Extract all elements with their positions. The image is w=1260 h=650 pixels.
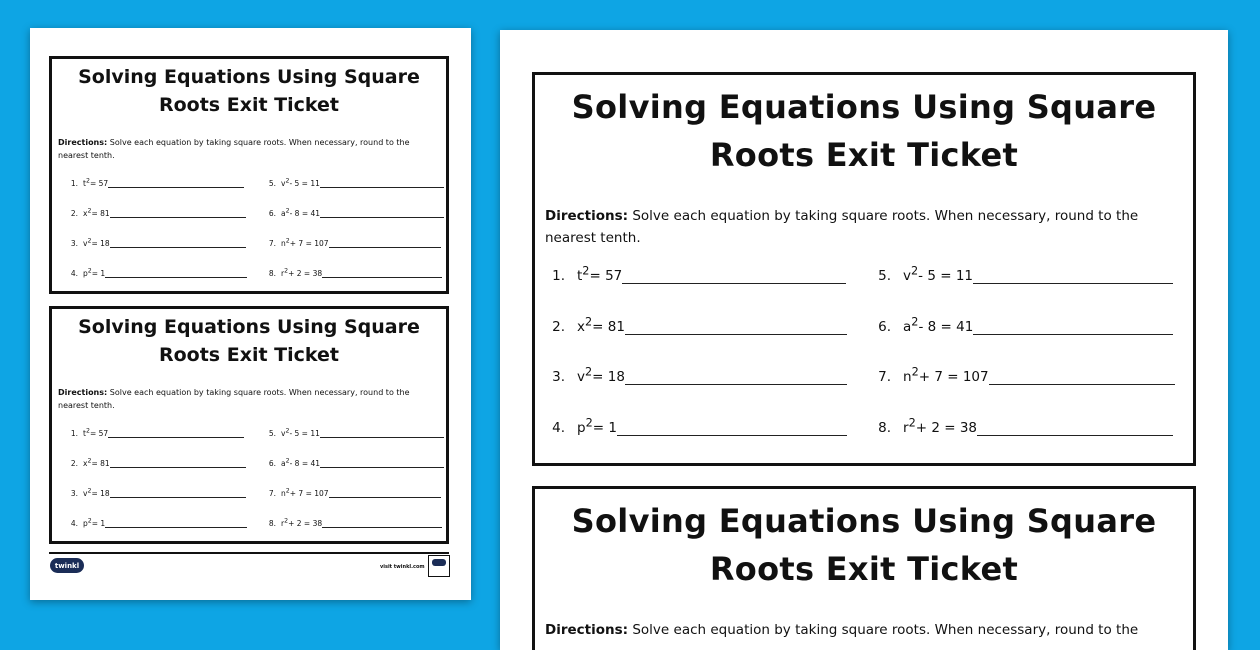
question-4: 4. $p^2= 1$ <box>64 269 247 278</box>
footer-divider <box>49 552 449 554</box>
question-2: 2. $x^2= 81$ <box>545 319 847 335</box>
question-8: 8. $r^2+ 2 = 38$ <box>262 519 442 528</box>
twinkl-logo-icon: twinkl <box>50 558 84 573</box>
answer-line[interactable] <box>977 421 1173 436</box>
question-2: 2. $x^2= 81$ <box>64 459 246 468</box>
question-2: 2. $x^2= 81$ <box>64 209 246 218</box>
directions: Directions: Solve each equation by taking square roots. When necessary, round to the nearest tenth. <box>545 208 1139 246</box>
question-5: 5. $v^2-$ 5 = 11 <box>262 179 444 188</box>
question-7: 7. $n^2+ 7 = 107$ <box>262 489 441 498</box>
directions: Directions: Solve each equation by taking square roots. When necessary, round to the nearest tenth. <box>58 138 410 160</box>
question-5: 5. $v^2-$ 5 = 11 <box>871 268 1173 284</box>
exit-ticket-top <box>49 56 449 294</box>
badge-icon <box>428 555 450 577</box>
question-5: 5. $v^2-$ 5 = 11 <box>262 429 444 438</box>
question-7: 7. $n^2+ 7 = 107$ <box>262 239 441 248</box>
answer-line[interactable] <box>322 519 442 528</box>
answer-line[interactable] <box>108 179 244 188</box>
answer-line[interactable] <box>625 320 847 335</box>
answer-line[interactable] <box>110 489 246 498</box>
question-1: 1. $t^2= 57$ <box>545 268 846 284</box>
answer-line[interactable] <box>329 489 441 498</box>
answer-line[interactable] <box>320 179 444 188</box>
question-8: 8. $r^2+ 2 = 38$ <box>871 420 1173 436</box>
answer-line[interactable] <box>105 269 247 278</box>
answer-line[interactable] <box>989 370 1175 385</box>
answer-line[interactable] <box>322 269 442 278</box>
answer-line[interactable] <box>320 209 444 218</box>
question-6: 6. $a^2-$ 8 = 41 <box>262 459 444 468</box>
worksheet-page-zoomed <box>500 30 1228 650</box>
answer-line[interactable] <box>110 239 246 248</box>
answer-line[interactable] <box>108 429 244 438</box>
ticket-title: Solving Equations Using Square Roots Exit Ticket <box>571 88 1157 174</box>
question-1: 1. $t^2= 57$ <box>64 429 244 438</box>
directions: Directions: Solve each equation by taking square roots. When necessary, round to the nearest tenth. <box>58 388 410 410</box>
answer-line[interactable] <box>973 269 1173 284</box>
answer-line[interactable] <box>617 421 847 436</box>
visit-url: visit twinkl.com <box>380 564 425 570</box>
question-8: 8. $r^2+ 2 = 38$ <box>262 269 442 278</box>
answer-line[interactable] <box>320 429 444 438</box>
directions: Directions: Solve each equation by taking square roots. When necessary, round to the <box>545 622 1139 638</box>
question-3: 3. $v^2= 18$ <box>64 239 246 248</box>
answer-line[interactable] <box>110 209 246 218</box>
answer-line[interactable] <box>329 239 441 248</box>
question-6: 6. $a^2-$ 8 = 41 <box>262 209 444 218</box>
question-3: 3. $v^2= 18$ <box>64 489 246 498</box>
question-4: 4. $p^2= 1$ <box>545 420 847 436</box>
question-7: 7. $n^2+ 7 = 107$ <box>871 369 1175 385</box>
exit-ticket-bottom-large <box>532 486 1196 650</box>
question-3: 3. $v^2= 18$ <box>545 369 847 385</box>
ticket-title: Solving Equations Using Square Roots Exit Ticket <box>78 316 420 366</box>
answer-line[interactable] <box>622 269 846 284</box>
exit-ticket-top-large <box>532 72 1196 466</box>
question-4: 4. $p^2= 1$ <box>64 519 247 528</box>
answer-line[interactable] <box>110 459 246 468</box>
ticket-title: Solving Equations Using Square Roots Exit Ticket <box>78 66 420 116</box>
answer-line[interactable] <box>320 459 444 468</box>
answer-line[interactable] <box>105 519 247 528</box>
exit-ticket-bottom <box>49 306 449 544</box>
question-1: 1. $t^2= 57$ <box>64 179 244 188</box>
ticket-title: Solving Equations Using Square Roots Exit Ticket <box>571 502 1157 588</box>
answer-line[interactable] <box>625 370 847 385</box>
worksheet-page-preview <box>30 28 471 600</box>
question-6: 6. $a^2-$ 8 = 41 <box>871 319 1173 335</box>
answer-line[interactable] <box>973 320 1173 335</box>
